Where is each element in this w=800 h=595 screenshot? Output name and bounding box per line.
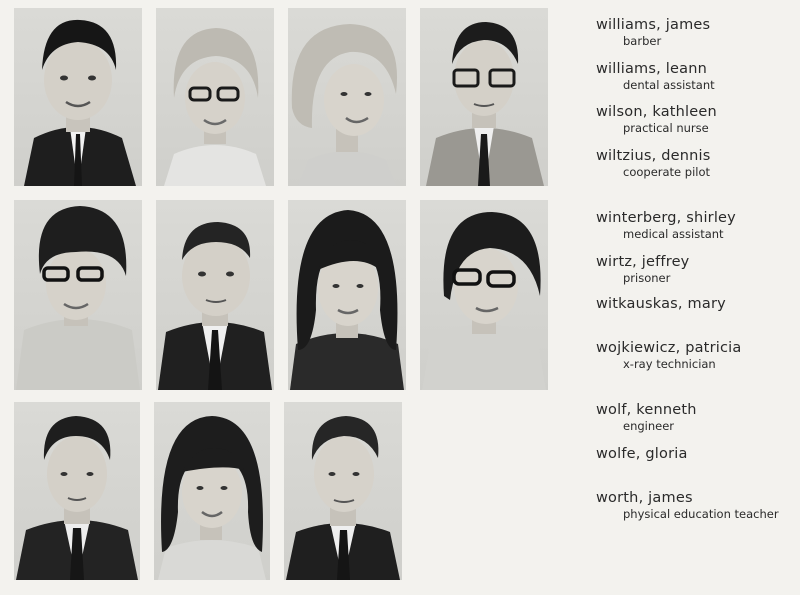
list-item [596, 446, 688, 463]
list-item [596, 402, 697, 434]
list-item [596, 490, 779, 522]
student-role: prisoner [623, 271, 671, 285]
student-name: witkauskas, mary [596, 296, 726, 312]
list-item [596, 17, 710, 49]
student-name: wojkiewicz, patricia [596, 340, 742, 356]
student-name: wirtz, jeffrey [596, 254, 690, 270]
list-item [596, 254, 689, 286]
student-role: x-ray technician [623, 357, 716, 371]
student-name: wilson, kathleen [596, 104, 717, 120]
list-item [596, 340, 741, 372]
list-item [596, 210, 736, 242]
list-item [596, 61, 715, 93]
student-name: winterberg, shirley [596, 210, 736, 226]
student-name: williams, leann [596, 61, 707, 77]
student-role: practical nurse [623, 121, 709, 135]
student-name: wiltzius, dennis [596, 148, 711, 164]
student-role: barber [623, 34, 662, 48]
student-role: medical assistant [623, 227, 724, 241]
list-item [596, 296, 726, 313]
student-name: wolf, kenneth [596, 402, 697, 418]
student-role: dental assistant [623, 78, 715, 92]
list-item [596, 104, 717, 136]
student-role: physical education teacher [623, 507, 779, 521]
student-role: cooperate pilot [623, 165, 711, 179]
student-name: wolfe, gloria [596, 446, 688, 462]
student-role: engineer [623, 419, 675, 433]
list-item [596, 148, 711, 180]
student-name: worth, james [596, 490, 693, 506]
student-name: williams, james [596, 17, 711, 33]
